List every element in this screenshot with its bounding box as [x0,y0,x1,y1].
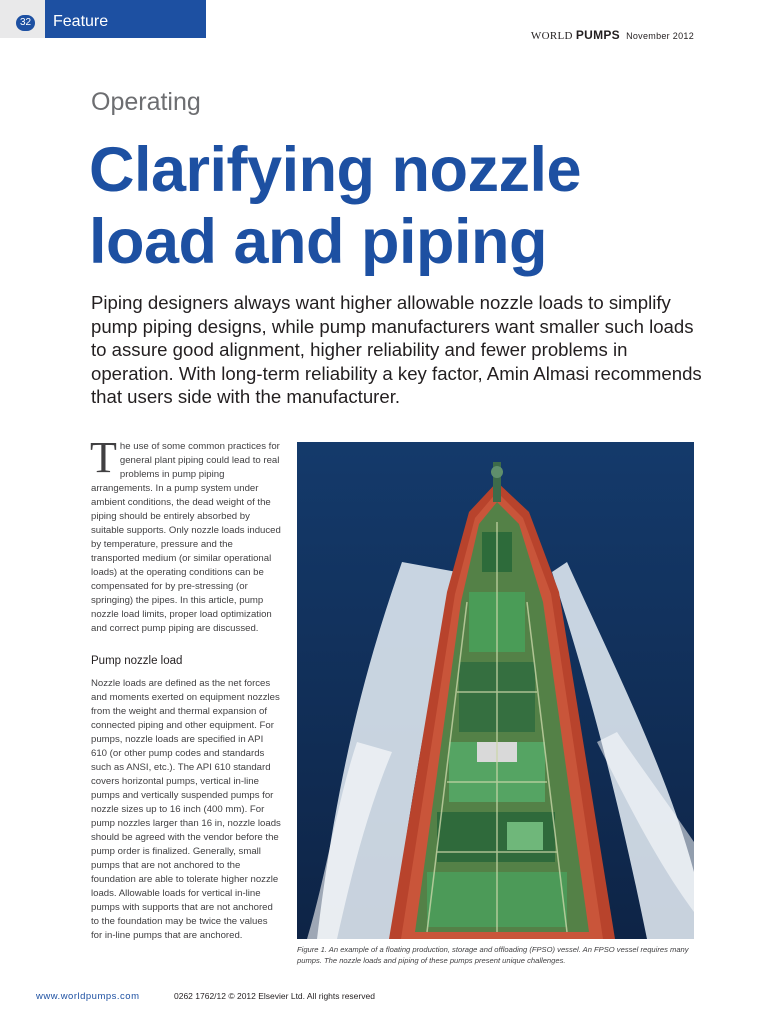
article-headline: Clarifying nozzle load and piping [89,135,582,277]
masthead-pumps: PUMPS [575,28,620,42]
masthead-world: WORLD [530,30,573,42]
fpso-vessel-photo [297,442,694,939]
section-subhead: Pump nozzle load [91,655,183,667]
page-number: 32 [16,15,35,31]
article-kicker: Operating [91,88,201,116]
masthead [531,28,694,42]
footer-copyright: 0262 1762/12 © 2012 Elsevier Ltd. All rights reserved [174,991,375,1001]
figure-caption: Figure 1. An example of a floating production, storage and offloading (FPSO) vessel. An FPSO vessel requires many pumps. The nozzle loads and piping of these pumps present unique challenges. [297,945,689,965]
page-number-tab [0,0,45,38]
issue-date: November 2012 [626,31,694,41]
intro-text: he use of some common practices for general plant piping could lead to real problems in pump piping arrangements. In a pump system under ambient conditions, the dead weight of the piping should be entirely absorbed by suitable supports. Only nozzle loads induced by temperature, pressure and the transported medium (or similar operational loads) at the operating conditions can be compensated for by pre-stressing (or springing) the pipes. In this article, pump nozzle load limits, proper load optimization and correct pump piping are discussed. [91,441,281,634]
drop-cap: T [90,433,117,482]
green-module [507,822,543,850]
article-standfirst: Piping designers always want higher allowable nozzle loads to simplify pump piping designs, while pump manufacturers want smaller such loads to assure good alignment, higher reliability and fewer problems in operation. With long-term reliability a key factor, Amin Almasi recommends that users side with the manufacturer. [91,292,702,407]
section-paragraph: Nozzle loads are defined as the net forces and moments exerted on equipment nozzles from the weight and thermal expansion of connected piping and other equipment. For pumps, nozzle loads are specified in API 610 (or other pump codes and standards such as ANSI, etc.). The API 610 standard covers horizontal pumps, vertical in-line pumps and vertically suspended pumps for nozzle sizes up to 16 inch (400 mm). For pump nozzles larger than 16 in, nozzle loads should be agreed with the vendor before the pump order is finalized. Generally, small pumps that are not anchored to the foundation are able to tolerate higher nozzle loads. Allowable loads for vertical in-line pumps with supports that are not anchored to the foundation may be twice the values for in-line pumps that are anchored. [91,678,281,941]
section-label: Feature [53,13,109,30]
intro-paragraph [90,433,281,636]
fpso-vessel-illustration [297,442,694,939]
article-body-column [90,433,281,943]
flare-tip [491,466,503,478]
footer-url[interactable]: www.worldpumps.com [36,991,140,1002]
